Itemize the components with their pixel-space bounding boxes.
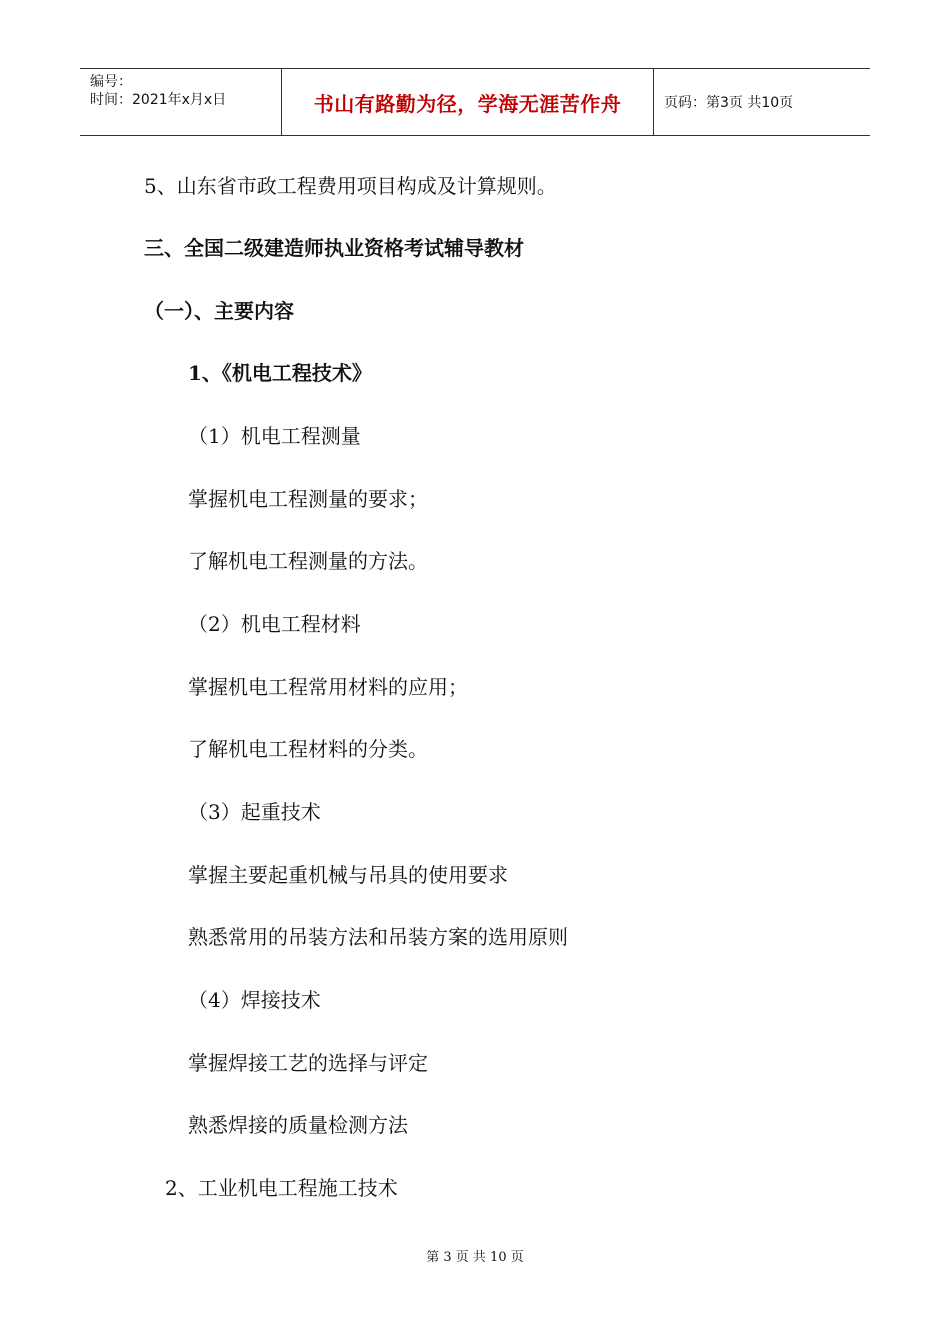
body-line: （3）起重技术: [188, 800, 321, 824]
body-line: （2）机电工程材料: [188, 612, 361, 636]
header-page-info: [654, 69, 870, 135]
body-line: 熟悉常用的吊装方法和吊装方案的选用原则: [188, 925, 568, 949]
header-motto: [282, 69, 654, 135]
header-meta: [80, 69, 282, 135]
body-line: 掌握机电工程测量的要求；: [188, 487, 428, 511]
body-line: 5、山东省市政工程费用项目构成及计算规则。: [144, 174, 557, 198]
time-label: 时间：2021年x月x日: [90, 92, 227, 108]
motto-text: 书山有路勤为径，学海无涯苦作舟: [313, 91, 622, 116]
body-line: 了解机电工程材料的分类。: [188, 737, 428, 761]
page-header: [80, 68, 870, 136]
body-line: 掌握机电工程常用材料的应用；: [188, 675, 468, 699]
page-footer: 第 3 页 共 10 页: [426, 1250, 524, 1265]
body-line: （1）机电工程测量: [188, 424, 361, 448]
subsection-heading: （一）、主要内容: [144, 299, 294, 323]
body-line: （4）焊接技术: [188, 988, 321, 1012]
body-line: 掌握焊接工艺的选择与评定: [188, 1051, 428, 1075]
body-line: 熟悉焊接的质量检测方法: [188, 1113, 408, 1137]
body-line: 了解机电工程测量的方法。: [188, 549, 428, 573]
number-label: 编号：: [90, 74, 132, 90]
body-line: 掌握主要起重机械与吊具的使用要求: [188, 863, 508, 887]
item-heading: 1、《机电工程技术》: [188, 361, 372, 385]
body-line: 2、工业机电工程施工技术: [165, 1176, 398, 1200]
section-heading: 三、全国二级建造师执业资格考试辅导教材: [144, 236, 524, 260]
page-info-text: 页码：第3页 共10页: [664, 95, 794, 111]
